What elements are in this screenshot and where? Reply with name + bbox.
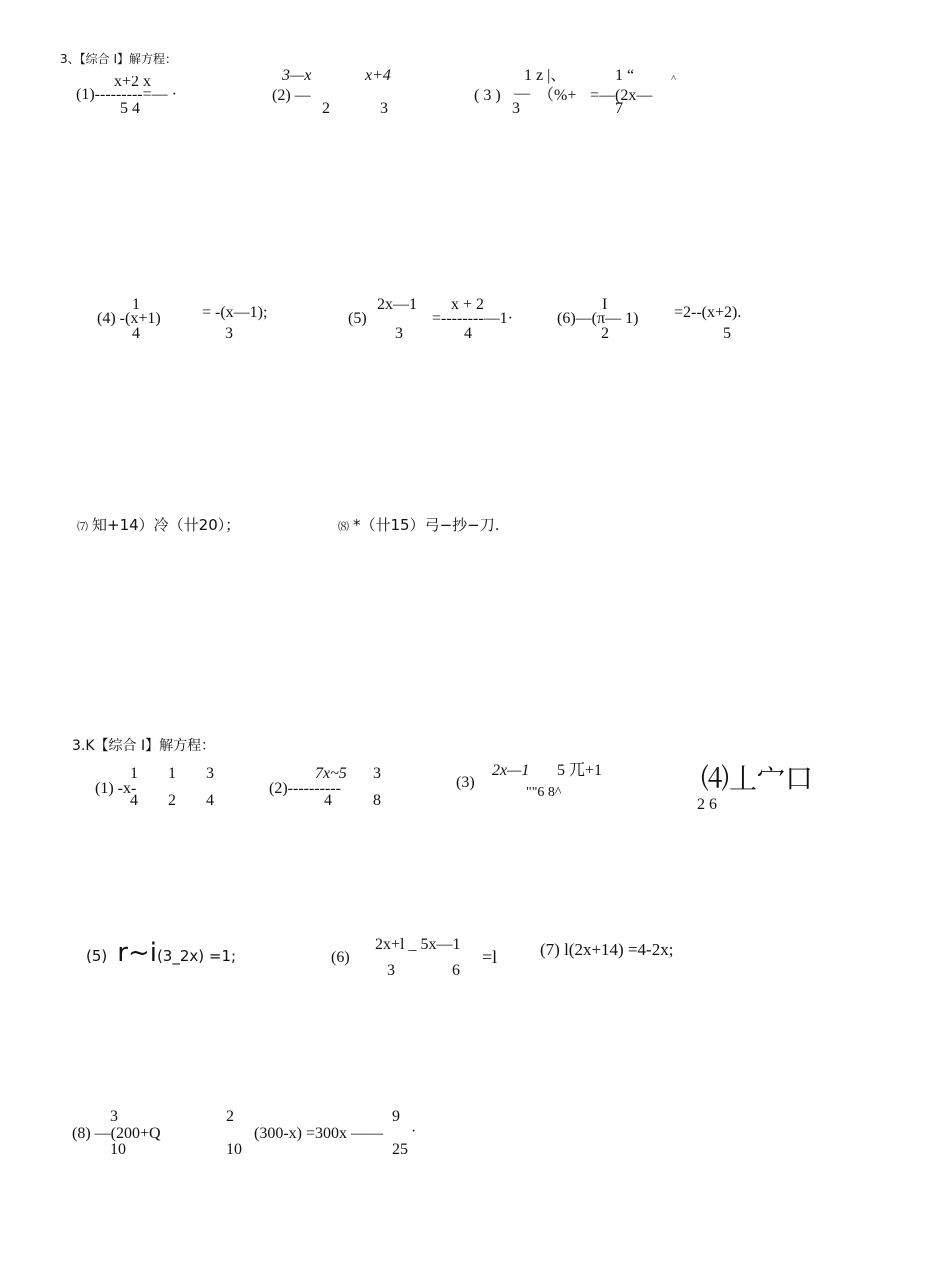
problem-2-3-denominators: ""6 8^ — [526, 785, 562, 800]
equation-label: (5) — [348, 310, 367, 327]
problem-1-8 — [338, 518, 500, 534]
numerator-a: 3—x — [282, 67, 312, 84]
problem-2-8-denominator-a: 10 — [110, 1141, 126, 1158]
denominator-b: 5 — [723, 325, 731, 340]
fraction-bar: — — [514, 85, 530, 102]
problem-2-6-denominator-a: 3 — [387, 962, 395, 979]
equation-line: (2) — — [272, 87, 311, 104]
rhs-denominator: 3 — [225, 325, 233, 340]
numerator-b: 1 “ — [615, 67, 635, 84]
problem-number: ⑻ — [338, 520, 349, 533]
denominators: 2 6 — [697, 796, 717, 809]
problem-1-1 — [70, 76, 210, 114]
denominators: 4 2 4 — [130, 792, 214, 808]
problem-2-1 — [90, 766, 240, 808]
denominator-a: 4 — [324, 792, 332, 808]
numerator-a: 2x—1 — [377, 296, 417, 313]
equation-text: ⑷丄宀口 — [701, 763, 814, 795]
equation-line: (2)---------- — [269, 780, 341, 797]
problem-label: (5) — [86, 947, 108, 965]
problem-1-4 — [92, 295, 292, 340]
numerator-a: 1 z |、 — [524, 67, 567, 84]
denominator-b: 8 — [373, 792, 381, 808]
numerator-b: 3 — [373, 766, 381, 782]
numerator: x+2 x — [114, 76, 152, 90]
section1-heading: 3、【综合 I】解方程： — [60, 52, 177, 66]
denominator-b: 7 — [615, 100, 623, 114]
equation-rhs: =—(2x— — [590, 87, 653, 104]
problem-2-8-numerator-b: 2 — [226, 1108, 234, 1125]
equation-line: (1) -x- — [95, 780, 137, 797]
denominator-a: 3 — [395, 325, 403, 340]
equation-text: *（卄15）弓−抄−刀. — [353, 516, 500, 534]
section2-heading: 3.K【综合 I】解方程： — [72, 738, 216, 754]
problem-2-6-denominator-b: 6 — [452, 962, 460, 979]
numerator: I — [602, 296, 608, 313]
problem-1-5 — [344, 295, 534, 340]
equation-rhs: =2--(x+2). — [674, 304, 742, 321]
problem-2-8-numerator-a: 3 — [110, 1108, 118, 1125]
denominator: 4 — [132, 325, 140, 340]
problem-1-7 — [77, 518, 240, 534]
denominator-a: 2 — [322, 100, 330, 114]
problem-2-8-denominator-c: 25 — [392, 1141, 408, 1158]
problem-2-3-label: (3) — [456, 774, 475, 791]
denominator-a: 2 — [601, 325, 609, 340]
problem-2-3-numerator-a: 2x—1 — [492, 762, 530, 779]
denominator-b: 4 — [464, 325, 472, 340]
problem-1-3 — [470, 66, 690, 114]
problem-2-5 — [86, 940, 236, 966]
equation-line: (4) -(x+1) — [97, 310, 161, 327]
problem-2-8-numerator-c: 9 — [392, 1108, 400, 1125]
numerators: 1 1 3 — [130, 766, 214, 782]
garbled-fraction: r~i — [117, 938, 157, 968]
numerator-a: 7x~5 — [315, 766, 347, 782]
denominator-a: 3 — [512, 100, 520, 114]
numerator-b: x+4 — [365, 67, 391, 84]
problem-2-2 — [265, 766, 405, 808]
equation-line: =--------—1· — [432, 310, 513, 327]
equation-text: (3_2x) =1; — [156, 947, 237, 965]
problem-2-6-label: (6) — [331, 949, 350, 966]
equation-rhs: = -(x—1); — [202, 304, 268, 321]
problem-2-8-equation-a: (8) —(200+Q — [72, 1125, 161, 1142]
denominator: 5 4 — [120, 100, 140, 114]
equation-label: ( 3 ) — [474, 87, 501, 104]
problem-2-6-rhs: =l — [482, 947, 498, 967]
equation-text: 知+14）冷（卄20）； — [92, 516, 241, 534]
denominator-b: 3 — [380, 100, 388, 114]
problem-2-4 — [695, 763, 835, 809]
problem-2-8-denominator-b: 10 — [226, 1141, 242, 1158]
numerator-b: x + 2 — [451, 296, 485, 313]
problem-1-6 — [552, 295, 772, 340]
problem-2-8-equation-b: (300-x) =300x —— — [254, 1125, 384, 1142]
problem-2-7 — [540, 940, 684, 962]
mark: ^ — [671, 73, 677, 85]
problem-2-8-dot: · — [411, 1123, 417, 1140]
problem-number: ⑺ — [77, 520, 88, 533]
equation-line: (1)---------=— · — [76, 86, 177, 103]
equation-part: （%+ — [538, 87, 577, 104]
problem-1-2 — [268, 66, 428, 114]
problem-2-3-numerator-b: 5 兀+1 — [557, 762, 603, 779]
equation-text: (7) l(2x+14) =4-2x; — [540, 940, 674, 959]
numerator: 1 — [132, 296, 140, 313]
problem-2-6-numerator: 2x+l _ 5x—1 — [375, 936, 461, 953]
equation-line: (6)—(π— 1) — [557, 310, 639, 327]
